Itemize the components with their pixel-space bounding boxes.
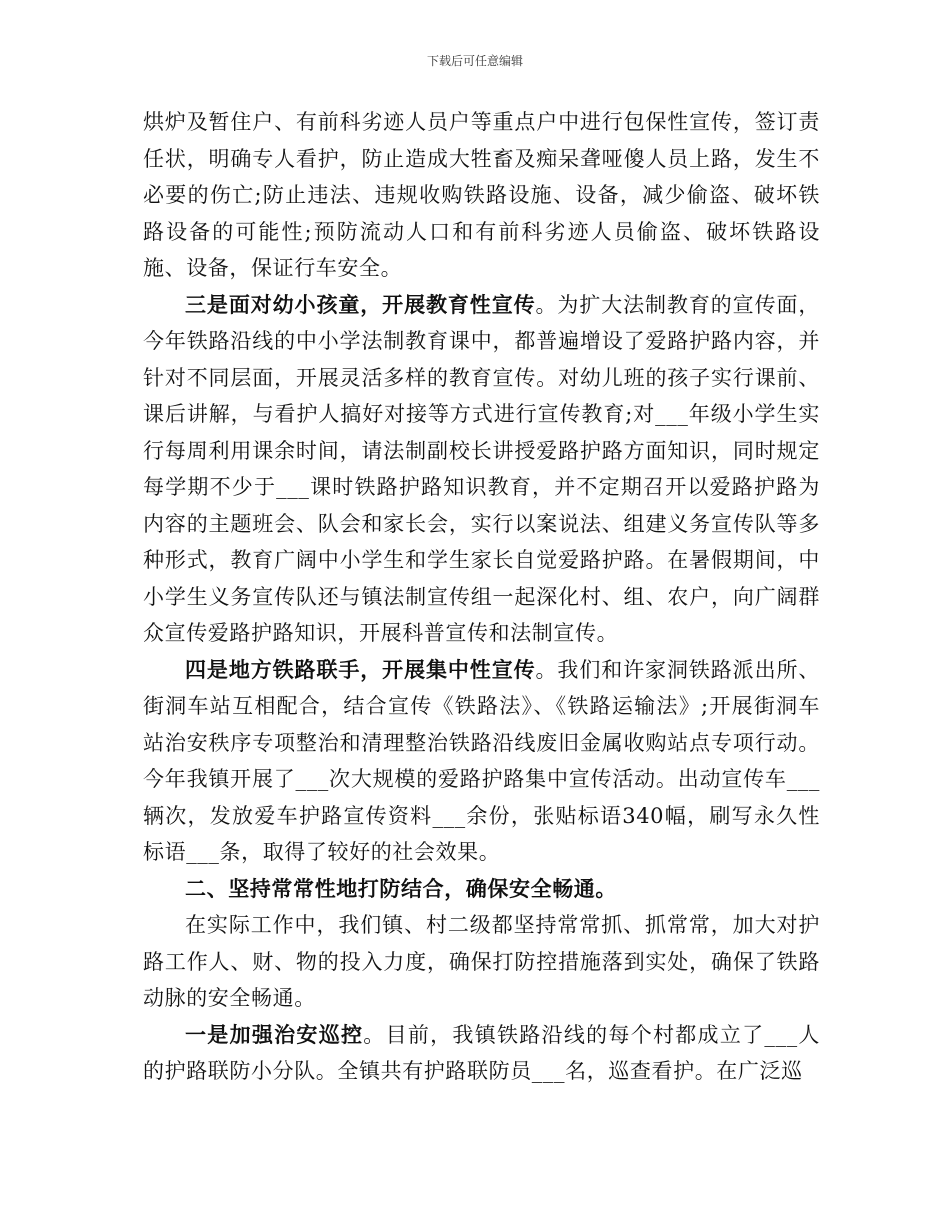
paragraph-2-lead: 三是面对幼小孩童，开展教育性宣传 [185,291,536,317]
paragraph-2 [143,287,820,652]
paragraph-6-lead: 一是加强治安巡控 [185,1021,364,1047]
paragraph-5-text: 在实际工作中，我们镇、村二级都坚持常常抓、抓常常，加大对护路工作人、财、物的投入力度，确保打防控措施落到实处，确保了铁路动脉的安全畅通。 [143,913,820,1010]
page-header: 下载后可任意编辑 [426,54,523,68]
paragraph-3-text: 。我们和许家洞铁路派出所、街洞车站互相配合，结合宣传《铁路法》、《铁路运输法》;开展街洞车站治安秩序专项整治和清理整治铁路沿线废旧金属收购站点专项行动。今年我镇开展了___次大规模的爱路护路集中宣传活动。出动宣传车___辆次，发放爱车护路宣传资料___余份，张贴标语340幅，刷写永久性标语___条，取得了较好的社会效果。 [143,657,820,864]
paragraph-6-text: 。目前，我镇铁路沿线的每个村都成立了___人的护路联防小分队。全镇共有护路联防员___名，巡查看护。在广泛巡 [143,1022,820,1083]
paragraph-1-text: 烘炉及暂住户、有前科劣迹人员户等重点户中进行包保性宣传，签订责任状，明确专人看护，防止造成大牲畜及痴呆聋哑傻人员上路，发生不必要的伤亡;防止违法、违规收购铁路设施、设备，减少偷盗、破坏铁路设备的可能性;预防流动人口和有前科劣迹人员偷盗、破坏铁路设施、设备，保证行车安全。 [143,110,820,280]
paragraph-5 [143,907,820,1017]
paragraph-3 [143,652,820,871]
paragraph-2-text: 。为扩大法制教育的宣传面，今年铁路沿线的中小学法制教育课中，都普遍增设了爱路护路内容，并针对不同层面，开展灵活多样的教育宣传。对幼儿班的孩子实行课前、课后讲解，与看护人搞好对接等方式进行宣传教育;对___年级小学生实行每周利用课余时间，请法制副校长讲授爱路护路方面知识，同时规定每学期不少于___课时铁路护路知识教育，并不定期召开以爱路护路为内容的主题班会、队会和家长会，实行以案说法、组建义务宣传队等多种形式，教育广阔中小学生和学生家长自觉爱路护路。在暑假期间，中小学生义务宣传队还与镇法制宣传组一起深化村、组、农户，向广阔群众宣传爱路护路知识，开展科普宣传和法制宣传。 [143,292,820,645]
section-heading: 二、坚持常常性地打防结合，确保安全畅通。 [185,875,617,901]
document-body [143,104,820,1090]
paragraph-3-lead: 四是地方铁路联手，开展集中性宣传 [185,656,536,682]
paragraph-6 [143,1017,820,1090]
paragraph-1 [143,104,820,287]
